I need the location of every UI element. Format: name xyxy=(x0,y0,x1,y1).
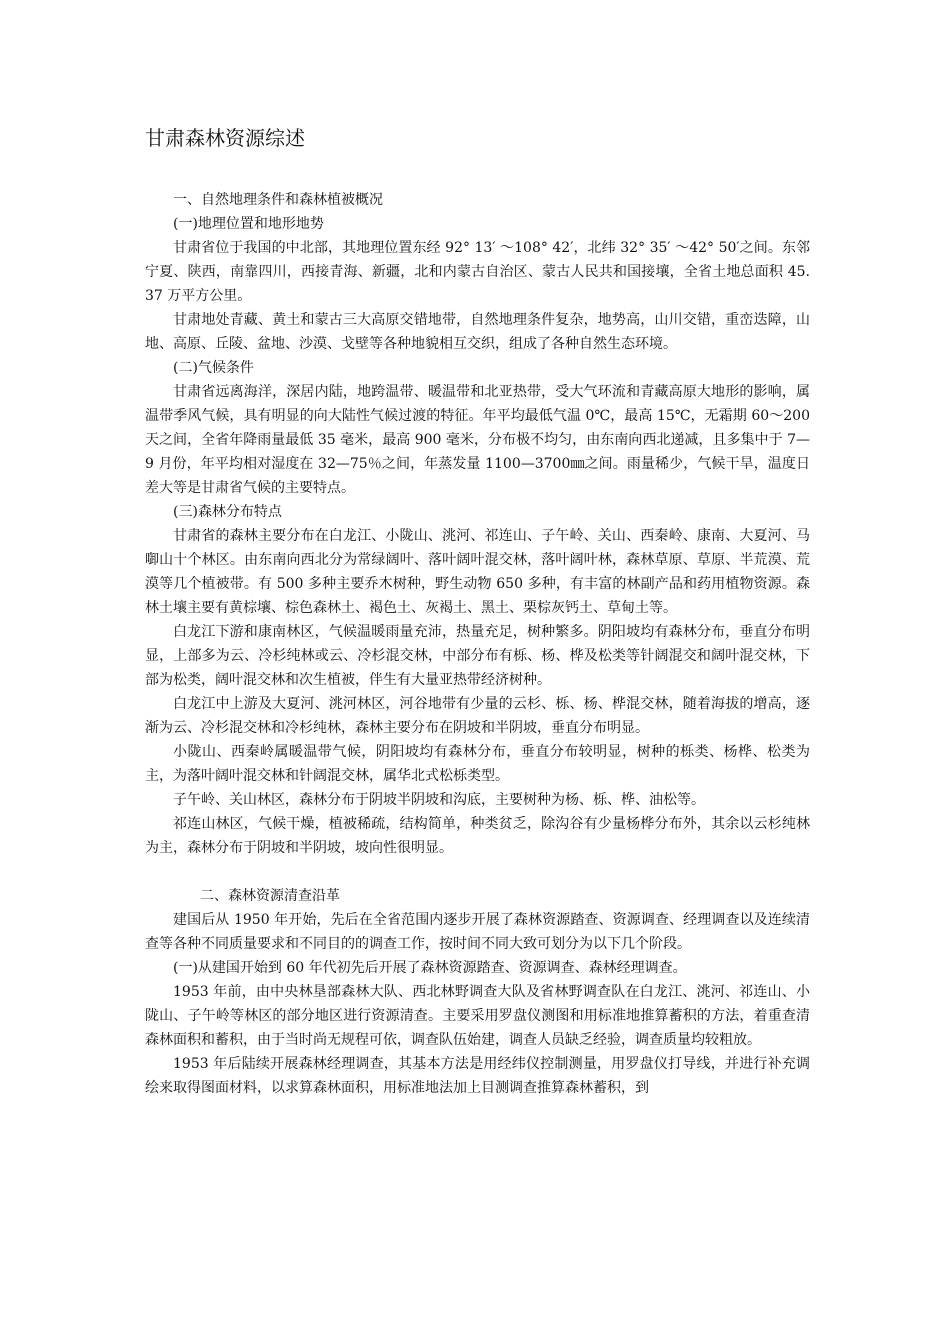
paragraph: 1953 年后陆续开展森林经理调查，其基本方法是用经纬仪控制测量，用罗盘仪打导线，并进行补充调绘来取得图面材料，以求算森林面积，用标准地法加上目测调查推算森林蓄积，到 xyxy=(145,1056,810,1096)
paragraph: 祁连山林区，气候干燥，植被稀疏，结构简单，种类贫乏，除沟谷有少量杨桦分布外，其余以云杉纯林为主，森林分布于阴坡和半阴坡，坡向性很明显。 xyxy=(145,816,810,856)
subsection-1-1-heading: (一)地理位置和地形地势 xyxy=(173,216,324,232)
subsection-2-1-heading: (一)从建国开始到 60 年代初先后开展了森林资源踏查、资源调查、森林经理调查。 xyxy=(173,960,687,976)
subsection-1-2-heading: (二)气候条件 xyxy=(173,360,254,376)
paragraph: 子午岭、关山林区，森林分布于阴坡半阴坡和沟底，主要树种为杨、栎、桦、油松等。 xyxy=(173,792,705,808)
paragraph: 建国后从 1950 年开始，先后在全省范围内逐步开展了森林资源踏查、资源调查、经理调查以及连续清查等各种不同质量要求和不同目的的调查工作，按时间不同大致可划分为以下几个阶段。 xyxy=(145,912,810,952)
paragraph: 甘肃省远离海洋，深居内陆，地跨温带、暖温带和北亚热带，受大气环流和青藏高原大地形的影响，属温带季风气候，具有明显的向大陆性气候过渡的特征。年平均最低气温 0℃，最高 15℃，无霜期 60～200 天之间，全省年降雨量最低 35 毫米，最高 900 毫米，分布极不均匀，由东南向西北递减，且多集中于 7—9 月份，年平均相对湿度在 32—75％之间，年蒸发量 1100—3700㎜之间。雨量稀少，气候干旱，温度日差大等是甘肃省气候的主要特点。 xyxy=(145,384,810,496)
paragraph: 甘肃省位于我国的中北部，其地理位置东经 92° 13′ ～108° 42′，北纬 32° 35′ ～42° 50′之间。东邻宁夏、陕西，南靠四川，西接青海、新疆，北和内蒙古自治区、蒙古人民共和国接壤，全省土地总面积 45. 37 万平方公里。 xyxy=(145,240,810,304)
paragraph: 甘肃地处青藏、黄土和蒙古三大高原交错地带，自然地理条件复杂，地势高，山川交错，重峦迭障，山地、高原、丘陵、盆地、沙漠、戈壁等各种地貌相互交织，组成了各种自然生态环境。 xyxy=(145,312,810,352)
subsection-1-3-heading: (三)森林分布特点 xyxy=(173,504,282,520)
section-2-heading: 二、森林资源清查沿革 xyxy=(200,888,340,904)
paragraph: 小陇山、西秦岭属暖温带气候，阴阳坡均有森林分布，垂直分布较明显，树种的栎类、杨桦、松类为主，为落叶阔叶混交林和针阔混交林，属华北式松栎类型。 xyxy=(145,744,810,784)
paragraph: 白龙江下游和康南林区，气候温暖雨量充沛，热量充足，树种繁多。阴阳坡均有森林分布，垂直分布明显，上部多为云、冷杉纯林或云、冷杉混交林，中部分布有栎、杨、桦及松类等针阔混交和阔叶混交林，下部为松类，阔叶混交林和次生植被，伴生有大量亚热带经济树种。 xyxy=(145,624,810,688)
document-title: 甘肃森林资源综述 xyxy=(145,126,305,150)
paragraph: 甘肃省的森林主要分布在白龙江、小陇山、洮河、祁连山、子午岭、关山、西秦岭、康南、大夏河、马啣山十个林区。由东南向西北分为常绿阔叶、落叶阔叶混交林，落叶阔叶林，森林草原、草原、半荒漠、荒漠等几个植被带。有 500 多种主要乔木树种，野生动物 650 多种，有丰富的林副产品和药用植物资源。森林土壤主要有黄棕壤、棕色森林土、褐色土、灰褐土、黑土、栗棕灰钙土、草甸土等。 xyxy=(145,528,810,616)
document-body xyxy=(145,188,810,1100)
paragraph: 白龙江中上游及大夏河、洮河林区，河谷地带有少量的云杉、栎、杨、桦混交林，随着海拔的增高，逐渐为云、冷杉混交林和冷杉纯林，森林主要分布在阴坡和半阴坡，垂直分布明显。 xyxy=(145,696,810,736)
paragraph: 1953 年前，由中央林垦部森林大队、西北林野调查大队及省林野调查队在白龙江、洮河、祁连山、小陇山、子午岭等林区的部分地区进行资源清查。主要采用罗盘仪测图和用标准地推算蓄积的方法，着重查清森林面积和蓄积，由于当时尚无规程可依，调查队伍始建，调查人员缺乏经验，调查质量均较粗放。 xyxy=(145,984,810,1048)
section-1-heading: 一、自然地理条件和森林植被概况 xyxy=(173,192,383,208)
